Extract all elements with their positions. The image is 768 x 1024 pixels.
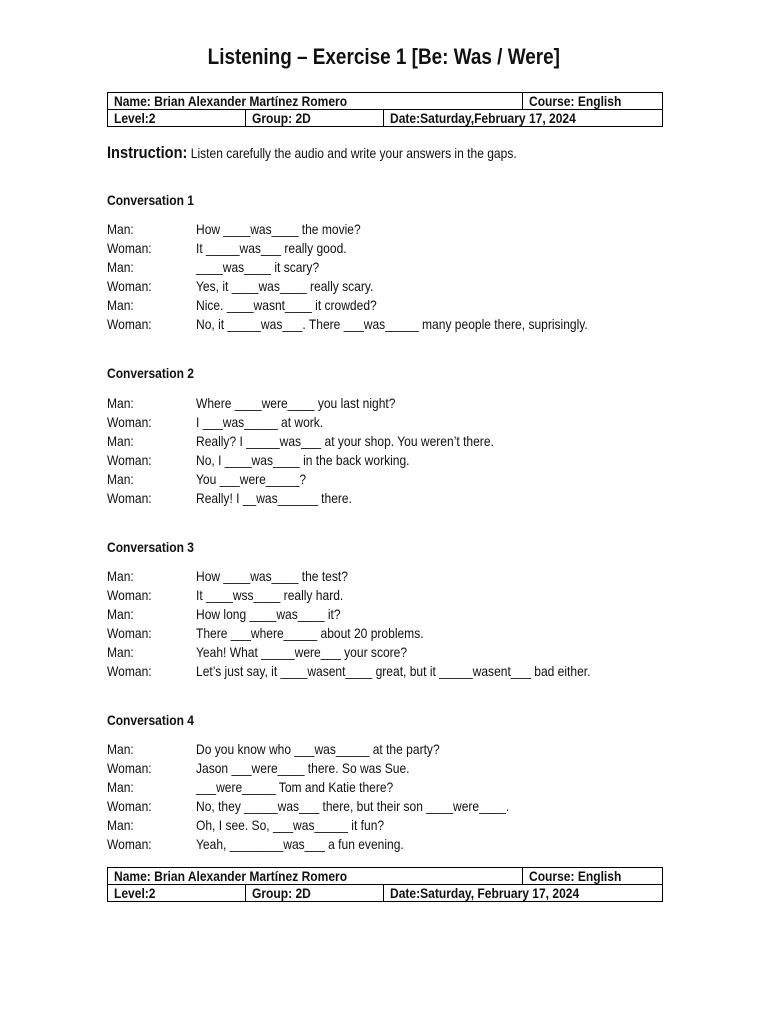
line-text: It ____wss____ really hard.: [196, 587, 344, 603]
line-text: Where ____were____ you last night?: [196, 395, 396, 411]
student-info-table: [107, 92, 663, 127]
speaker: Man:: [107, 221, 134, 237]
line-text: Nice. ____wasnt____ it crowded?: [196, 297, 377, 313]
line-text: You ___were_____?: [196, 471, 307, 487]
line-text: No, they _____was___ there, but their son ____were____.: [196, 798, 510, 814]
line-text: There ___where_____ about 20 problems.: [196, 625, 424, 641]
speaker: Woman:: [107, 798, 152, 814]
speaker: Man:: [107, 433, 134, 449]
line-text: Yeah! What _____were___ your score?: [196, 644, 408, 660]
speaker: Woman:: [107, 587, 152, 603]
speaker: Woman:: [107, 625, 152, 641]
line-text: How ____was____ the test?: [196, 568, 348, 584]
level-cell: Level:2: [108, 110, 246, 127]
instruction-label: Instruction:: [107, 143, 188, 162]
speaker: Woman:: [107, 278, 152, 294]
group-cell: Group: 2D: [246, 885, 384, 902]
conversation-2-title: Conversation 2: [107, 365, 194, 381]
line-text: No, it _____was___. There ___was_____ many people there, suprisingly.: [196, 316, 588, 332]
conversation-1-title: Conversation 1: [107, 192, 194, 208]
course-cell: Course: English: [523, 93, 663, 110]
speaker: Man:: [107, 817, 134, 833]
speaker: Woman:: [107, 490, 152, 506]
level-cell: Level:2: [108, 885, 246, 902]
line-text: Oh, I see. So, ___was_____ it fun?: [196, 817, 385, 833]
line-text: Let’s just say, it ____wasent____ great, but it _____wasent___ bad either.: [196, 663, 591, 679]
line-text: Yeah, ________was___ a fun evening.: [196, 836, 404, 852]
date-cell: Date:Saturday, February 17, 2024: [384, 885, 663, 902]
speaker: Woman:: [107, 452, 152, 468]
speaker: Woman:: [107, 663, 152, 679]
speaker: Man:: [107, 644, 134, 660]
instruction: [107, 143, 583, 163]
date-cell: Date:Saturday,February 17, 2024: [384, 110, 663, 127]
line-text: Jason ___were____ there. So was Sue.: [196, 760, 410, 776]
line-text: How ____was____ the movie?: [196, 221, 361, 237]
speaker: Woman:: [107, 240, 152, 256]
speaker: Man:: [107, 741, 134, 757]
group-cell: Group: 2D: [246, 110, 384, 127]
student-info-footer-table: [107, 867, 663, 902]
speaker: Man:: [107, 606, 134, 622]
speaker: Woman:: [107, 836, 152, 852]
speaker: Man:: [107, 568, 134, 584]
line-text: Do you know who ___was_____ at the party?: [196, 741, 440, 757]
line-text: Really! I __was______ there.: [196, 490, 352, 506]
speaker: Man:: [107, 779, 134, 795]
line-text: Really? I _____was___ at your shop. You weren’t there.: [196, 433, 494, 449]
speaker: Man:: [107, 297, 134, 313]
line-text: How long ____was____ it?: [196, 606, 341, 622]
student-name: Name: Brian Alexander Martínez Romero: [108, 93, 523, 110]
conversation-3-title: Conversation 3: [107, 539, 194, 555]
speaker: Woman:: [107, 760, 152, 776]
speaker: Man:: [107, 395, 134, 411]
speaker: Woman:: [107, 316, 152, 332]
page-title: Listening – Exercise 1 [Be: Was / Were]: [207, 44, 561, 69]
speaker: Man:: [107, 471, 134, 487]
student-name: Name: Brian Alexander Martínez Romero: [108, 868, 523, 885]
line-text: No, I ____was____ in the back working.: [196, 452, 410, 468]
course-cell: Course: English: [523, 868, 663, 885]
line-text: Yes, it ____was____ really scary.: [196, 278, 374, 294]
speaker: Woman:: [107, 414, 152, 430]
line-text: It _____was___ really good.: [196, 240, 347, 256]
conversation-4-title: Conversation 4: [107, 712, 194, 728]
instruction-text: Listen carefully the audio and write your answers in the gaps.: [190, 145, 517, 161]
line-text: ____was____ it scary?: [196, 259, 320, 275]
line-text: I ___was_____ at work.: [196, 414, 324, 430]
line-text: ___were_____ Tom and Katie there?: [196, 779, 394, 795]
speaker: Man:: [107, 259, 134, 275]
